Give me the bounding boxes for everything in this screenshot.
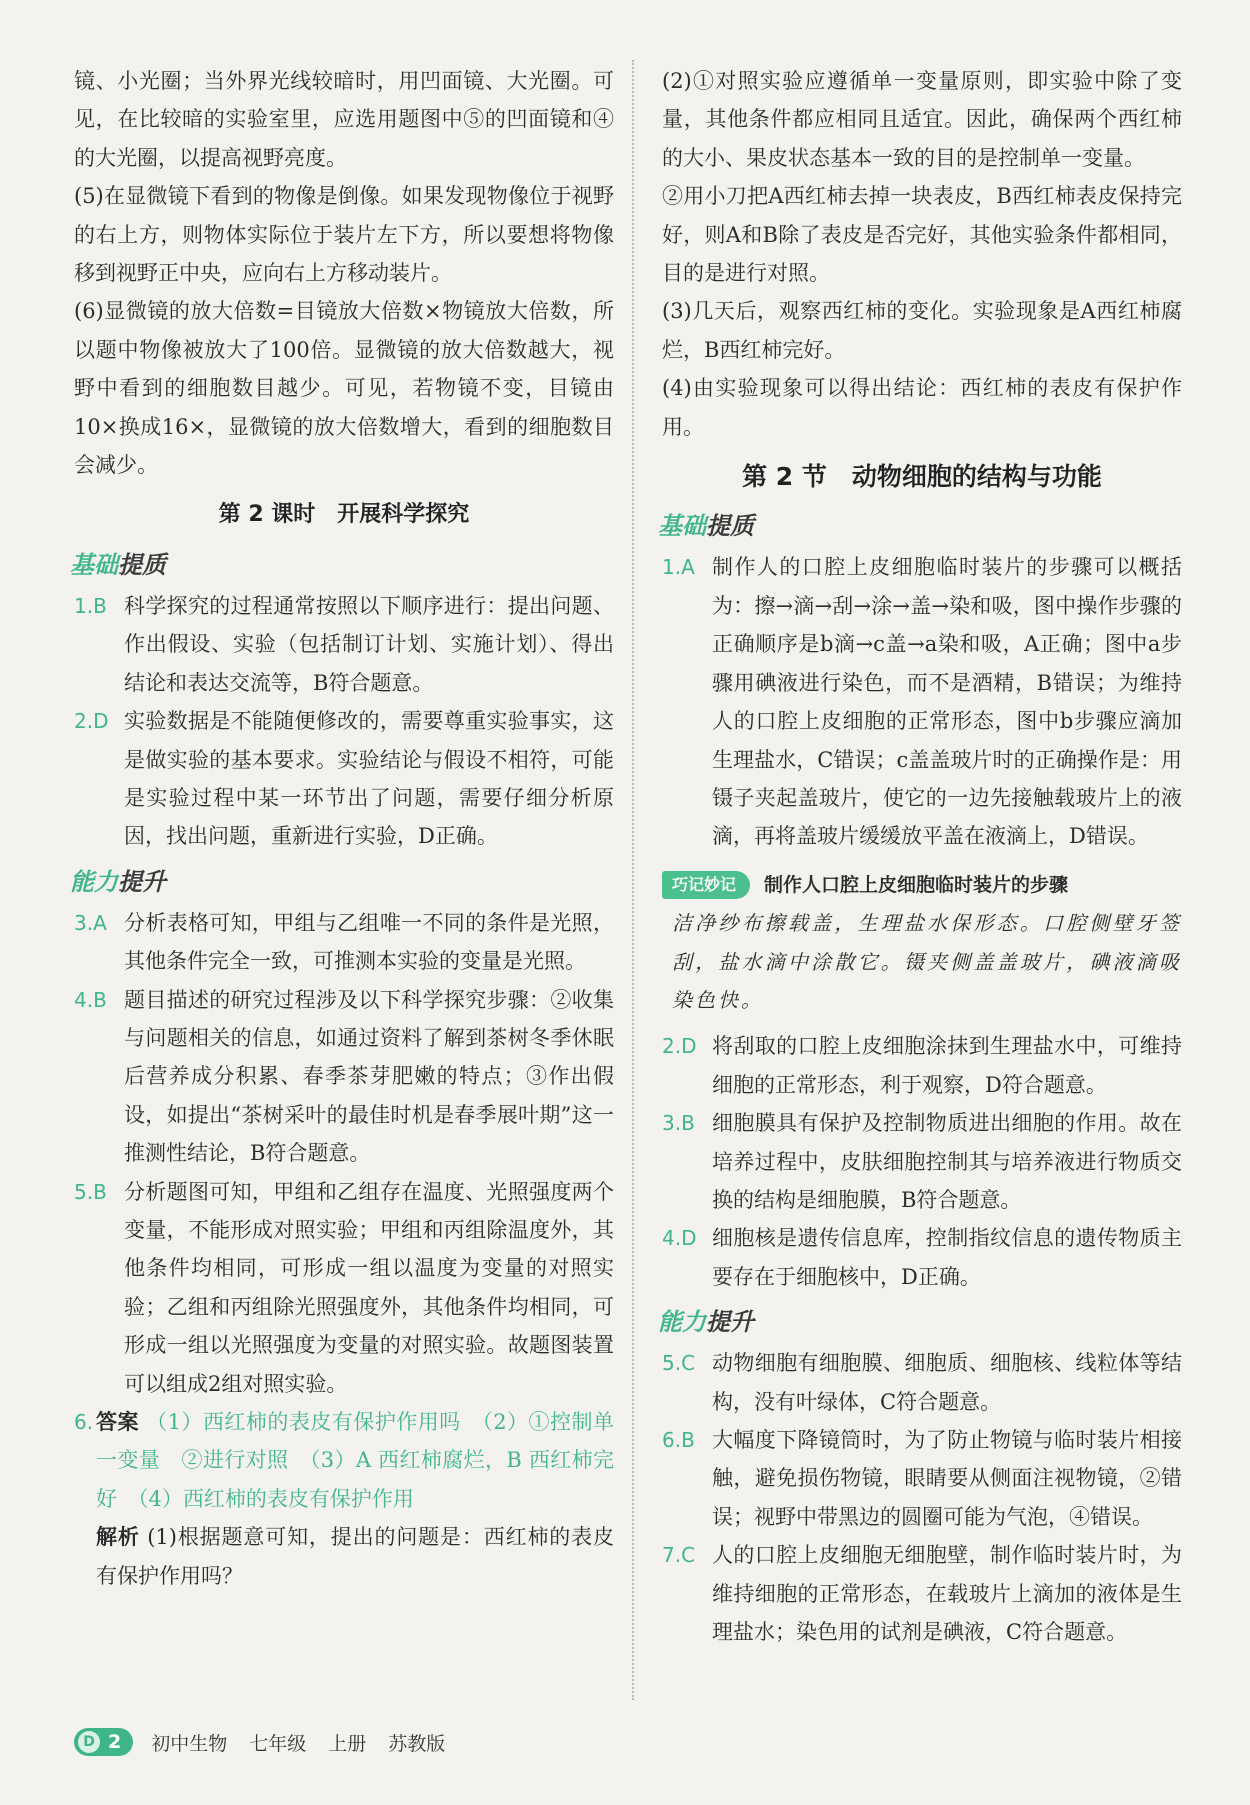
footer-volume: 上册 [328, 1732, 367, 1755]
memory-tip-badge: 巧记妙记 [662, 871, 750, 899]
answer-text: 科学探究的过程通常按照以下顺序进行：提出问题、作出假设、实验（包括制订计划、实施计划）、得出结论和表达交流等，B符合题意。 [124, 593, 614, 695]
answer-text: 将刮取的口腔上皮细胞涂抹到生理盐水中，可维持细胞的正常形态，利于观察，D符合题意。 [712, 1034, 1182, 1097]
answer-item [662, 1344, 1182, 1421]
answer-item [662, 1421, 1182, 1536]
answer-item [74, 1403, 614, 1518]
lesson-title: 第 2 课时 开展科学探究 [218, 502, 470, 528]
answer-item [74, 981, 614, 1173]
question-number: 4.D [662, 1226, 697, 1251]
footer-subject: 初中生物 [151, 1732, 228, 1755]
answer-text: 分析表格可知，甲组与乙组唯一不同的条件是光照，其他条件完全一致，可推测本实验的变量是光照。 [124, 910, 614, 974]
answer-label: 答案 [96, 1410, 139, 1434]
tag-part: 提质 [118, 550, 166, 579]
question-number: 7.C [662, 1543, 696, 1568]
paragraph: (6)显微镜的放大倍数=目镜放大倍数×物镜放大倍数，所以题中物像被放大了100倍。显微镜的放大倍数越大，视野中看到的细胞数目越少。可见，若物镜不变，目镜由10×换成16×，显微镜的放大倍数增大，看到的细胞数目会减少。 [74, 299, 614, 478]
question-number: 3.A [74, 910, 107, 935]
answer-text: 细胞核是遗传信息库，控制指纹信息的遗传物质主要存在于细胞核中，D正确。 [712, 1226, 1182, 1289]
answer-text: 细胞膜具有保护及控制物质进出细胞的作用。故在培养过程中，皮肤细胞控制其与培养液进行物质交换的结构是细胞膜，B符合题意。 [712, 1111, 1182, 1212]
tag-part: 基础 [658, 512, 706, 541]
answer-key: （1）西红柿的表皮有保护作用吗 （2）①控制单一变量 ②进行对照 （3）A 西红柿腐烂，B 西红柿完好 （4）西红柿的表皮有保护作用 [96, 1410, 614, 1511]
question-number: 5.C [662, 1351, 696, 1376]
section-tag-ability [70, 862, 614, 902]
tag-part: 提升 [118, 867, 166, 896]
tag-part: 能力 [658, 1308, 706, 1337]
explanation-text [96, 1518, 614, 1595]
question-number: 3.B [662, 1111, 695, 1136]
section-title: 第 2 节 动物细胞的结构与功能 [742, 462, 1102, 492]
answer-text: 题目描述的研究过程涉及以下科学探究步骤：②收集与问题相关的信息，如通过资料了解到茶树冬季休眠后营养成分积累、春季茶芽肥嫩的特点；③作出假设，如提出“茶树采叶的最佳时机是春季展叶期”这一推测性结论，B符合题意。 [124, 987, 614, 1166]
explanation-label: 解析 [96, 1525, 140, 1550]
answer-item [662, 1536, 1182, 1651]
memory-tip-header [662, 866, 1182, 904]
question-number: 2.D [662, 1034, 697, 1059]
paragraph: ②用小刀把A西红柿去掉一块表皮，B西红柿表皮保持完好，则A和B除了表皮是否完好，其他实验条件都相同，目的是进行对照。 [662, 184, 1182, 286]
question-number: 6. [74, 1410, 94, 1434]
paragraph: (3)几天后，观察西红柿的变化。实验现象是A西红柿腐烂，B西红柿完好。 [662, 299, 1182, 362]
memory-tip-title: 制作人口腔上皮细胞临时装片的步骤 [764, 873, 1069, 896]
question-number: 6.B [662, 1428, 695, 1452]
answer-text: 大幅度下降镜筒时，为了防止物镜与临时装片相接触，避免损伤物镜，眼睛要从侧面注视物镜，②错误；视野中带黑边的圆圈可能为气泡，④错误。 [712, 1428, 1182, 1529]
tag-part: 能力 [70, 867, 118, 896]
answer-item [662, 1219, 1182, 1296]
question-number: 2.D [74, 709, 109, 734]
tag-part: 提质 [706, 512, 754, 541]
paragraph: (5)在显微镜下看到的物像是倒像。如果发现物像位于视野的右上方，则物体实际位于装片左下方，所以要想将物像移到视野正中央，应向右上方移动装片。 [74, 184, 614, 286]
question-number: 1.B [74, 593, 107, 618]
answer-text: 动物细胞有细胞膜、细胞质、细胞核、线粒体等结构，没有叶绿体，C符合题意。 [712, 1351, 1182, 1414]
memory-tip-text: 洁净纱布擦载盖，生理盐水保形态。口腔侧壁牙签刮，盐水滴中涂散它。镊夹侧盖盖玻片，碘液滴吸染色快。 [672, 911, 1182, 1012]
answer-text [96, 1403, 614, 1518]
section-tag-basic [658, 506, 1182, 546]
page-number-badge [74, 1728, 133, 1756]
explanation-body: (1)根据题意可知，提出的问题是：西红柿的表皮有保护作用吗？ [96, 1525, 614, 1588]
answer-item [662, 1104, 1182, 1219]
question-number: 5.B [74, 1179, 107, 1204]
column-divider [632, 60, 634, 1700]
section-tag-ability [658, 1302, 1182, 1342]
answer-item [74, 702, 614, 856]
answer-item [662, 548, 1182, 855]
answer-item [662, 1027, 1182, 1104]
page-number: 2 [108, 1731, 122, 1753]
tag-part: 提升 [706, 1308, 754, 1337]
page-footer [74, 1728, 467, 1756]
answer-item [74, 904, 614, 981]
paragraph: 镜、小光圈；当外界光线较暗时，用凹面镜、大光圈。可见，在比较暗的实验室里，应选用题图中⑤的凹面镜和④的大光圈，以提高视野亮度。 [74, 69, 614, 170]
right-column [658, 62, 1182, 1651]
answer-item [74, 587, 614, 702]
answer-text: 分析题图可知，甲组和乙组存在温度、光照强度两个变量，不能形成对照实验；甲组和丙组除温度外，其他条件均相同，可形成一组以温度为变量的对照实验；乙组和丙组除光照强度外，其他条件均相同，可形成一组以光照强度为变量的对照实验。故题图装置可以组成2组对照实验。 [124, 1179, 614, 1396]
left-column [70, 62, 614, 1595]
paragraph: (2)①对照实验应遵循单一变量原则，即实验中除了变量，其他条件都应相同且适宜。因此，确保两个西红柿的大小、果皮状态基本一致的目的是控制单一变量。 [662, 69, 1182, 170]
page-letter: D [78, 1731, 100, 1753]
paragraph: (4)由实验现象可以得出结论：西红柿的表皮有保护作用。 [662, 376, 1182, 439]
section-tag-basic [70, 545, 614, 585]
answer-item [74, 1173, 614, 1403]
answer-text: 制作人的口腔上皮细胞临时装片的步骤可以概括为：擦→滴→刮→涂→盖→染和吸，图中操作步骤的正确顺序是b滴→c盖→a染和吸，A正确；图中a步骤用碘液进行染色，而不是酒精，B错误；为维持人的口腔上皮细胞的正常形态，图中b步骤应滴加生理盐水，C错误；c盖盖玻片时的正确操作是：用镊子夹起盖玻片，使它的一边先接触载玻片上的液滴，再将盖玻片缓缓放平盖在液滴上，D错误。 [712, 555, 1182, 849]
question-number: 4.B [74, 987, 107, 1012]
answer-text: 实验数据是不能随便修改的，需要尊重实验事实，这是做实验的基本要求。实验结论与假设不相符，可能是实验过程中某一环节出了问题，需要仔细分析原因，找出问题，重新进行实验，D正确。 [124, 709, 614, 849]
answer-text: 人的口腔上皮细胞无细胞壁，制作临时装片时，为维持细胞的正常形态，在载玻片上滴加的液体是生理盐水；染色用的试剂是碘液，C符合题意。 [712, 1543, 1182, 1645]
tag-part: 基础 [70, 550, 118, 579]
explanation [74, 1518, 614, 1595]
footer-edition: 苏教版 [388, 1732, 446, 1755]
footer-grade: 七年级 [249, 1732, 307, 1755]
question-number: 1.A [662, 555, 695, 580]
